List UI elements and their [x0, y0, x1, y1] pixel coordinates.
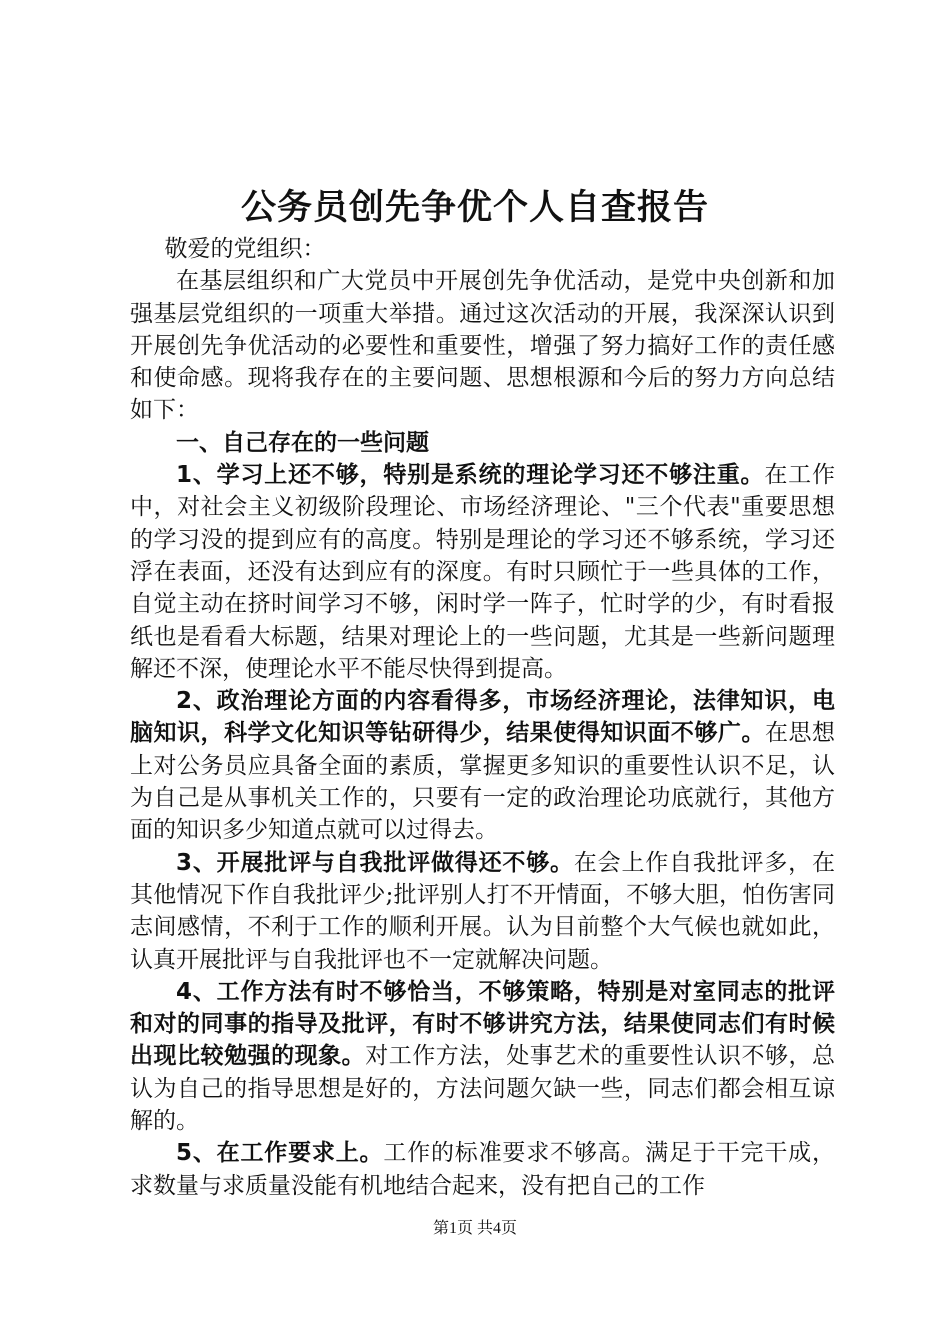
problem-item-3 [130, 847, 835, 976]
problem-item-text: 工作的标准要求不够高。满足于干完干成，求数量与求质量没能有机地结合起来，没有把自己的工作 [130, 1140, 836, 1199]
problem-item-text: 在会上作自我批评多，在其他情况下作自我批评少;批评别人打不开情面，不够大胆，怕伤害同志间感情，不利于工作的顺利开展。认为目前整个大气候也就如此，认真开展批评与自我批评也不一定就解决问题。 [130, 849, 836, 973]
document-body [130, 233, 835, 1202]
problem-item-lead: 4、工作方法有时不够恰当，不够策略，特别是对室同志的批评和对的同事的指导及批评，有时不够讲究方法，结果使同志们有时候出现比较勉强的现象。 [130, 978, 835, 1070]
problem-item-lead: 2、政治理论方面的内容看得多，市场经济理论，法律知识，电脑知识，科学文化知识等钻研得少，结果使得知识面不够广。 [130, 688, 835, 747]
page-footer: 第1页 共4页 [432, 1220, 517, 1237]
intro-paragraph: 在基层组织和广大党员中开展创先争优活动，是党中央创新和加强基层党组织的一项重大举措。通过这次活动的开展，我深深认识到开展创先争优活动的必要性和重要性，增强了努力搞好工作的责任感和使命感。现将我存在的主要问题、思想根源和今后的努力方向总结如下： [130, 268, 835, 424]
problem-item-text: 对工作方法，处事艺术的重要性认识不够，总认为自己的指导思想是好的，方法问题欠缺一些，同志们都会相互谅解的。 [130, 1043, 836, 1135]
problem-item-lead: 3、开展批评与自我批评做得还不够。 [176, 849, 574, 876]
problem-item-lead: 5、在工作要求上。 [176, 1140, 384, 1167]
problem-item-lead: 1、学习上还不够，特别是系统的理论学习还不够注重。 [176, 462, 765, 489]
document-title: 公务员创先争优个人自查报告 [240, 187, 709, 228]
problem-item-text: 在工作中，对社会主义初级阶段理论、市场经济理论、"三个代表"重要思想的学习没的提到应有的高度。特别是理论的学习还不够系统，学习还浮在表面，还没有达到应有的深度。有时只顾忙于一些具体的工作，自觉主动在挤时间学习不够，闲时学一阵子，忙时学的少，有时看报纸也是看看大标题，结果对理论上的一些问题，尤其是一些新问题理解还不深，使理论水平不能尽快得到提高。 [130, 462, 835, 682]
problem-item-2 [130, 685, 835, 846]
problem-item-1 [130, 459, 835, 685]
salutation: 敬爱的党组织： [164, 236, 326, 262]
problem-item-4 [130, 976, 835, 1137]
problem-item-text: 在思想上对公务员应具备全面的素质，掌握更多知识的重要性认识不足，认为自己是从事机关工作的，只要有一定的政治理论功底就行，其他方面的知识多少知道点就可以过得去。 [130, 720, 836, 844]
problem-item-5 [130, 1137, 835, 1202]
section-heading: 一、自己存在的一些问题 [176, 429, 429, 456]
